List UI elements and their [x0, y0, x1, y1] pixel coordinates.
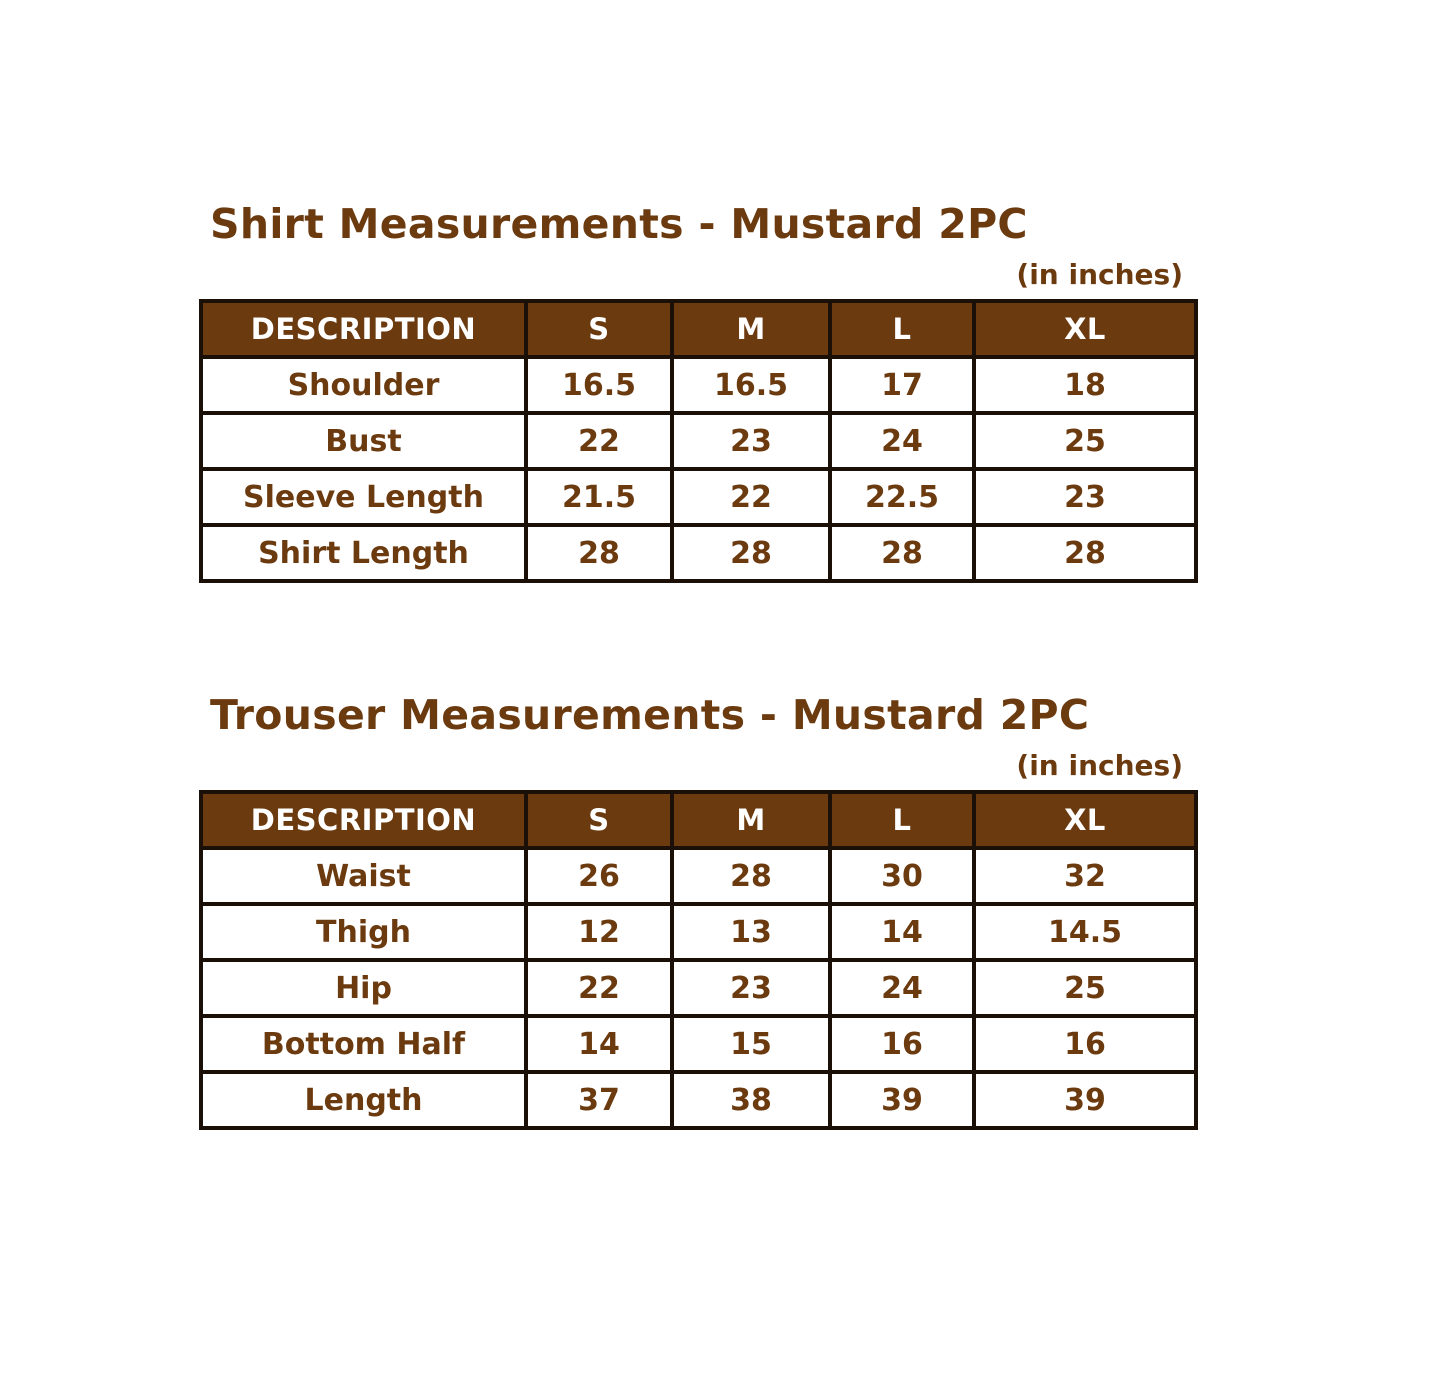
- cell-l: 39: [830, 1072, 974, 1128]
- cell-l: 17: [830, 357, 974, 413]
- row-label: Bust: [201, 413, 526, 469]
- row-label: Shoulder: [201, 357, 526, 413]
- header-size-m: M: [672, 301, 830, 357]
- row-label: Bottom Half: [201, 1016, 526, 1072]
- cell-xl: 14.5: [974, 904, 1196, 960]
- cell-m: 38: [672, 1072, 830, 1128]
- header-size-xl: XL: [974, 301, 1196, 357]
- header-size-m: M: [672, 792, 830, 848]
- header-size-l: L: [830, 792, 974, 848]
- cell-s: 21.5: [526, 469, 672, 525]
- table-row: [201, 1016, 1196, 1072]
- cell-s: 28: [526, 525, 672, 581]
- trouser-size-table: [199, 790, 1198, 1130]
- cell-xl: 16: [974, 1016, 1196, 1072]
- table-row: [201, 413, 1196, 469]
- table-row: [201, 525, 1196, 581]
- cell-s: 26: [526, 848, 672, 904]
- trouser-units-label: (in inches): [1016, 749, 1183, 782]
- row-label: Waist: [201, 848, 526, 904]
- row-label: Shirt Length: [201, 525, 526, 581]
- cell-m: 23: [672, 413, 830, 469]
- header-size-l: L: [830, 301, 974, 357]
- cell-m: 28: [672, 848, 830, 904]
- cell-xl: 28: [974, 525, 1196, 581]
- row-label: Sleeve Length: [201, 469, 526, 525]
- cell-xl: 32: [974, 848, 1196, 904]
- header-size-s: S: [526, 792, 672, 848]
- cell-m: 22: [672, 469, 830, 525]
- cell-xl: 23: [974, 469, 1196, 525]
- cell-s: 37: [526, 1072, 672, 1128]
- header-description: DESCRIPTION: [201, 301, 526, 357]
- row-label: Length: [201, 1072, 526, 1128]
- cell-xl: 39: [974, 1072, 1196, 1128]
- cell-l: 14: [830, 904, 974, 960]
- shirt-size-table: [199, 299, 1198, 583]
- header-size-s: S: [526, 301, 672, 357]
- cell-l: 16: [830, 1016, 974, 1072]
- cell-m: 15: [672, 1016, 830, 1072]
- table-row: [201, 1072, 1196, 1128]
- cell-l: 28: [830, 525, 974, 581]
- cell-s: 16.5: [526, 357, 672, 413]
- cell-m: 23: [672, 960, 830, 1016]
- cell-xl: 25: [974, 413, 1196, 469]
- cell-l: 30: [830, 848, 974, 904]
- trouser-section-title: Trouser Measurements - Mustard 2PC: [210, 691, 1090, 739]
- cell-xl: 25: [974, 960, 1196, 1016]
- shirt-section-title: Shirt Measurements - Mustard 2PC: [210, 200, 1028, 248]
- cell-l: 24: [830, 960, 974, 1016]
- cell-xl: 18: [974, 357, 1196, 413]
- table-row: [201, 848, 1196, 904]
- table-header-row: [201, 301, 1196, 357]
- row-label: Thigh: [201, 904, 526, 960]
- table-header-row: [201, 792, 1196, 848]
- header-size-xl: XL: [974, 792, 1196, 848]
- cell-m: 13: [672, 904, 830, 960]
- table-row: [201, 960, 1196, 1016]
- cell-m: 28: [672, 525, 830, 581]
- cell-s: 22: [526, 413, 672, 469]
- shirt-units-label: (in inches): [1016, 258, 1183, 291]
- cell-l: 24: [830, 413, 974, 469]
- table-row: [201, 357, 1196, 413]
- cell-m: 16.5: [672, 357, 830, 413]
- header-description: DESCRIPTION: [201, 792, 526, 848]
- cell-s: 12: [526, 904, 672, 960]
- row-label: Hip: [201, 960, 526, 1016]
- table-row: [201, 904, 1196, 960]
- cell-s: 22: [526, 960, 672, 1016]
- table-row: [201, 469, 1196, 525]
- cell-l: 22.5: [830, 469, 974, 525]
- cell-s: 14: [526, 1016, 672, 1072]
